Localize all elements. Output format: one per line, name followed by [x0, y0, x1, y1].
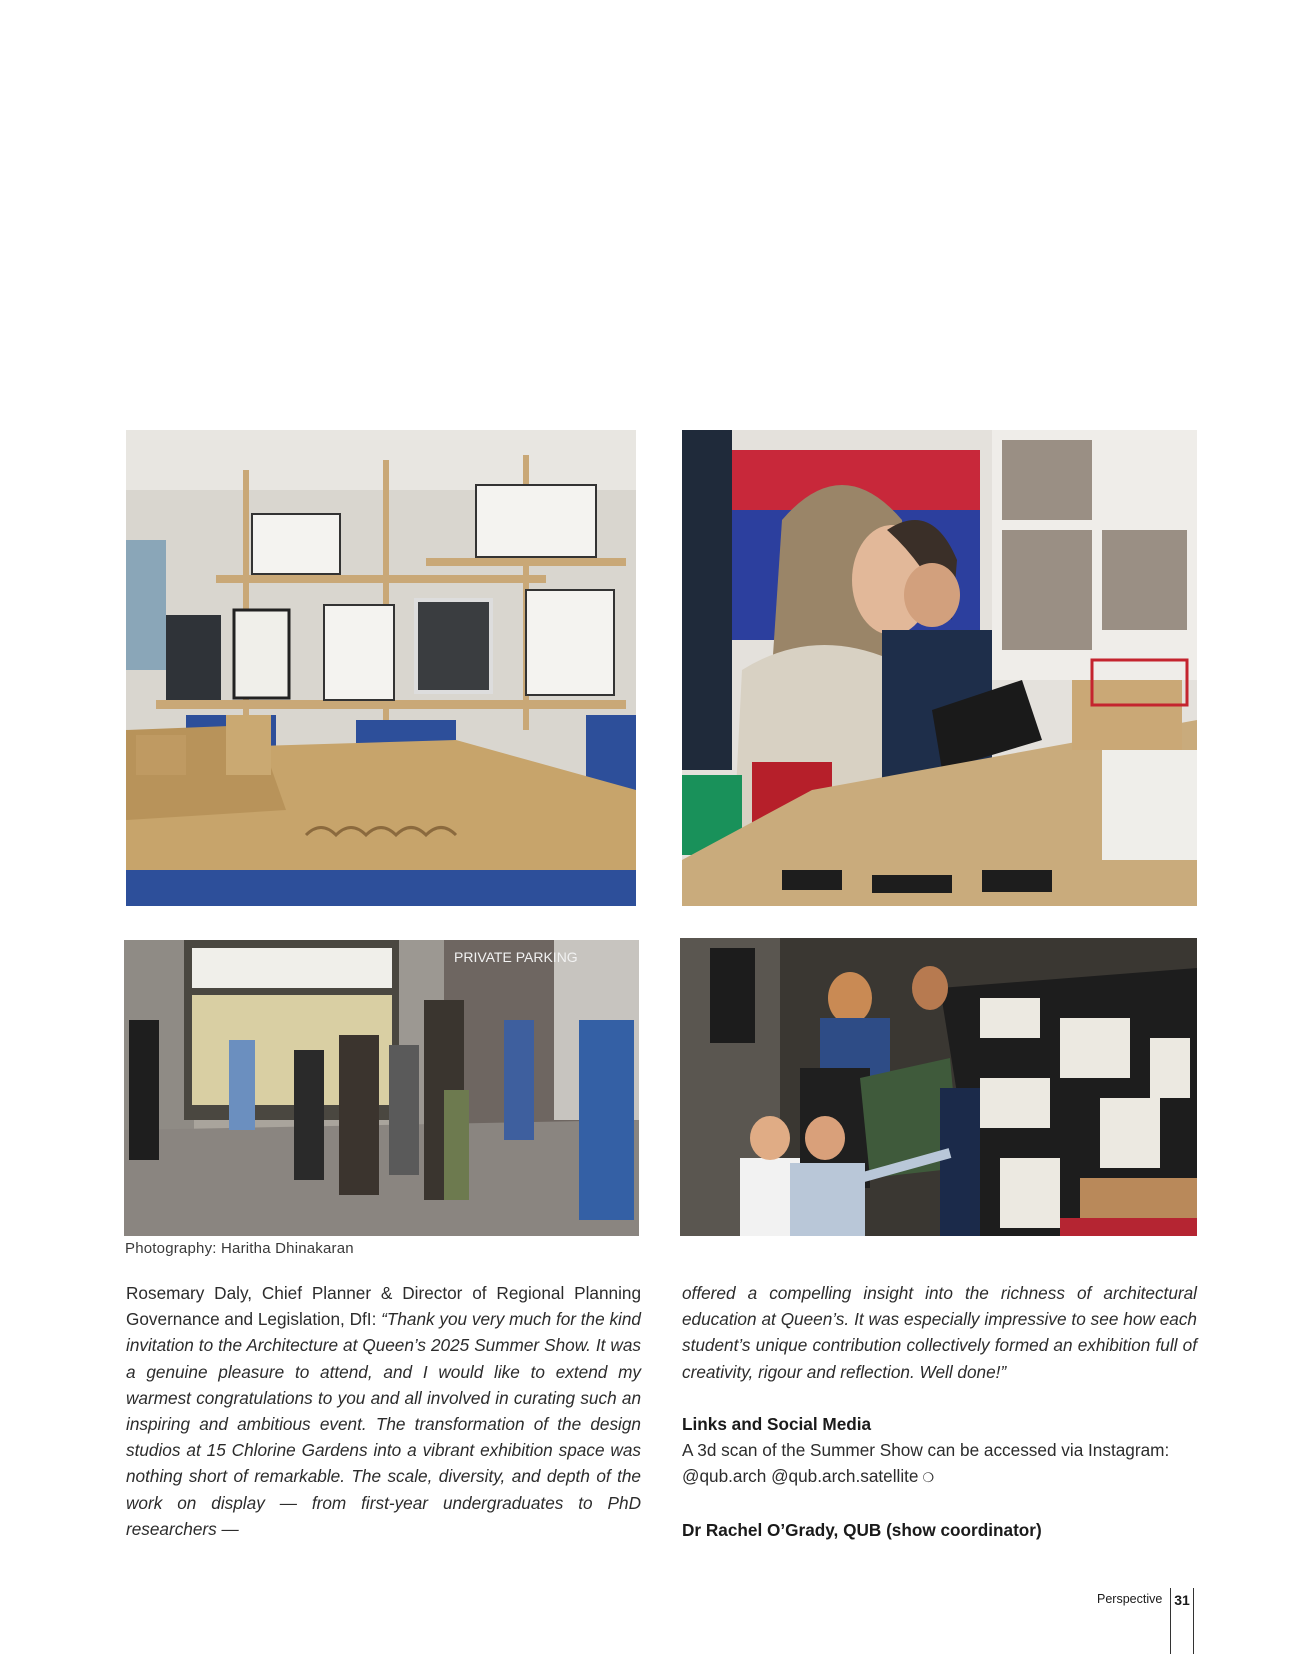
links-paragraph — [682, 1437, 1197, 1491]
links-text: A 3d scan of the Summer Show can be accessed via Instagram: @qub.arch @qub.arch.satellite — [682, 1440, 1170, 1487]
street-crowd-entrance-photo — [124, 940, 639, 1236]
article-left-column — [126, 1280, 641, 1542]
exhibition-shelves-photo — [126, 430, 636, 906]
student-portfolio-review-photo — [682, 430, 1197, 906]
author-signoff: Dr Rachel O’Grady, QUB (show coordinator) — [682, 1520, 1042, 1541]
model-hall-crowd-photo — [680, 938, 1197, 1236]
links-heading: Links and Social Media — [682, 1413, 872, 1434]
page-number: 31 — [1170, 1588, 1194, 1654]
end-mark-icon: ❍ — [922, 1470, 935, 1486]
footer-section-name: Perspective — [1097, 1592, 1163, 1606]
quote-text: “Thank you very much for the kind invitation to the Architecture at Queen’s 2025 Summer Show. It was a genuine pleasure to attend, and I would like to extend my warmest congratulations to you and all involved in curating such an inspiring and ambitious event. The transformation of the design studios at 15 Chlorine Gardens into a vibrant exhibition space was nothing short of remarkable. The scale, diversity, and depth of the work on display — from first-year undergraduates to PhD researchers — — [126, 1309, 641, 1539]
quote-continued: offered a compelling insight into the richness of architectural education at Queen’s. It was especially impressive to see how each student’s unique contribution collectively formed an exhibition full of creativity, rigour and reflection. Well done!” — [682, 1283, 1197, 1382]
photo-caption: Photography: Haritha Dhinakaran — [125, 1240, 354, 1257]
article-right-column — [682, 1280, 1197, 1544]
quote-attribution: Rosemary Daly, Chief Planner & Director of Regional Planning Governance and Legislation, DfI: — [126, 1283, 641, 1330]
private-parking-sign: PRIVATE PARKING — [454, 949, 578, 965]
